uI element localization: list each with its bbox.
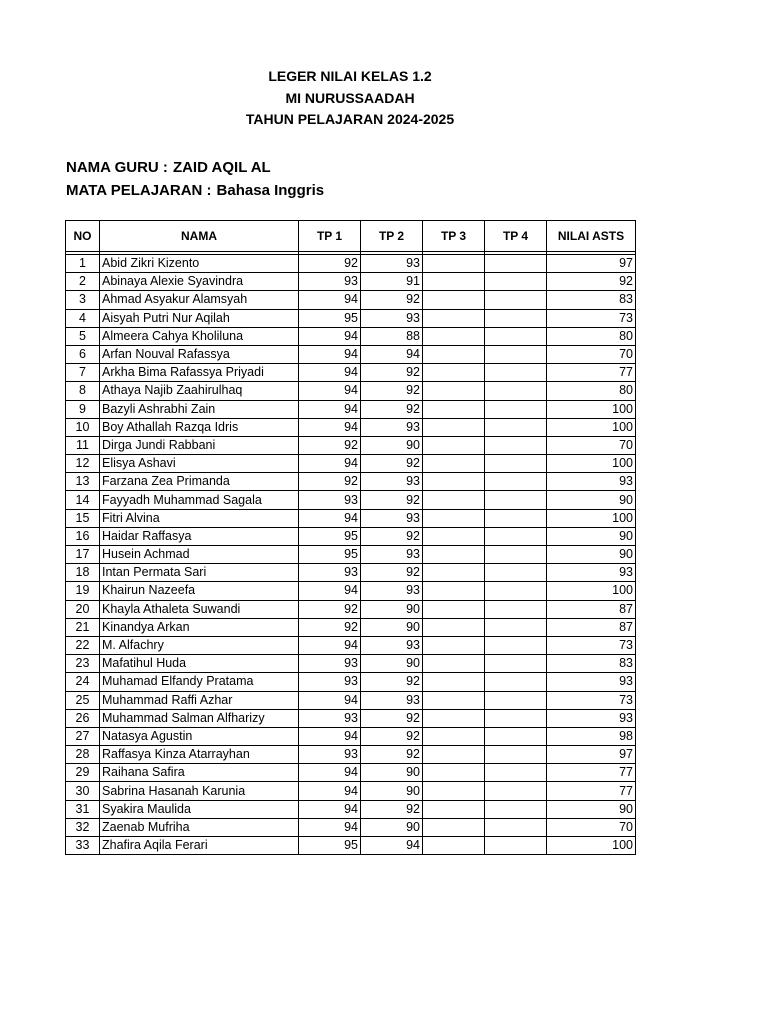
- cell-nilai-asts: 77: [547, 764, 636, 782]
- cell-no: 27: [66, 727, 100, 745]
- cell-tp4: [485, 364, 547, 382]
- subject-info: [66, 181, 325, 201]
- cell-no: 26: [66, 709, 100, 727]
- cell-nama: Khairun Nazeefa: [100, 582, 299, 600]
- cell-tp2: 92: [361, 400, 423, 418]
- cell-tp1: 92: [299, 600, 361, 618]
- cell-tp3: [423, 582, 485, 600]
- table-row: [66, 818, 636, 836]
- cell-tp4: [485, 655, 547, 673]
- cell-tp2: 93: [361, 509, 423, 527]
- title-class: LEGER NILAI KELAS 1.2: [268, 68, 432, 84]
- table-row: [66, 636, 636, 654]
- cell-tp1: 93: [299, 273, 361, 291]
- column-header-tp3: TP 3: [423, 221, 485, 252]
- cell-nama: M. Alfachry: [100, 636, 299, 654]
- cell-tp1: 94: [299, 582, 361, 600]
- cell-nama: Muhammad Raffi Azhar: [100, 691, 299, 709]
- column-header-tp1: TP 1: [299, 221, 361, 252]
- cell-tp1: 92: [299, 255, 361, 273]
- cell-tp3: [423, 491, 485, 509]
- cell-no: 8: [66, 382, 100, 400]
- cell-tp4: [485, 309, 547, 327]
- cell-tp2: 90: [361, 764, 423, 782]
- cell-no: 10: [66, 418, 100, 436]
- cell-tp2: 93: [361, 473, 423, 491]
- cell-nilai-asts: 80: [547, 382, 636, 400]
- cell-nama: Sabrina Hasanah Karunia: [100, 782, 299, 800]
- cell-tp4: [485, 473, 547, 491]
- cell-nilai-asts: 90: [547, 527, 636, 545]
- cell-nama: Bazyli Ashrabhi Zain: [100, 400, 299, 418]
- cell-nilai-asts: 100: [547, 418, 636, 436]
- table-row: [66, 709, 636, 727]
- cell-nama: Ahmad Asyakur Alamsyah: [100, 291, 299, 309]
- cell-tp4: [485, 418, 547, 436]
- cell-tp2: 91: [361, 273, 423, 291]
- cell-tp4: [485, 600, 547, 618]
- cell-nilai-asts: 70: [547, 818, 636, 836]
- teacher-label: NAMA GURU :: [66, 159, 168, 176]
- cell-tp3: [423, 655, 485, 673]
- cell-nama: Husein Achmad: [100, 546, 299, 564]
- cell-tp1: 94: [299, 509, 361, 527]
- cell-nama: Dirga Jundi Rabbani: [100, 436, 299, 454]
- cell-tp1: 94: [299, 400, 361, 418]
- cell-tp3: [423, 345, 485, 363]
- cell-tp4: [485, 673, 547, 691]
- cell-nilai-asts: 100: [547, 837, 636, 855]
- cell-nama: Abinaya Alexie Syavindra: [100, 273, 299, 291]
- cell-no: 12: [66, 455, 100, 473]
- cell-tp4: [485, 618, 547, 636]
- cell-tp3: [423, 800, 485, 818]
- cell-nilai-asts: 97: [547, 255, 636, 273]
- cell-tp1: 92: [299, 436, 361, 454]
- cell-tp2: 94: [361, 345, 423, 363]
- cell-tp1: 93: [299, 673, 361, 691]
- cell-no: 22: [66, 636, 100, 654]
- cell-nilai-asts: 90: [547, 491, 636, 509]
- cell-tp1: 95: [299, 309, 361, 327]
- cell-tp2: 93: [361, 309, 423, 327]
- cell-tp3: [423, 600, 485, 618]
- cell-tp1: 94: [299, 800, 361, 818]
- cell-no: 4: [66, 309, 100, 327]
- cell-tp3: [423, 527, 485, 545]
- cell-nama: Haidar Raffasya: [100, 527, 299, 545]
- table-row: [66, 291, 636, 309]
- table-row: [66, 473, 636, 491]
- column-header-nama: NAMA: [100, 221, 299, 252]
- cell-tp3: [423, 764, 485, 782]
- column-header-tp4: TP 4: [485, 221, 547, 252]
- cell-tp4: [485, 436, 547, 454]
- table-row: [66, 782, 636, 800]
- cell-no: 20: [66, 600, 100, 618]
- cell-nama: Syakira Maulida: [100, 800, 299, 818]
- table-row: [66, 691, 636, 709]
- cell-tp1: 94: [299, 818, 361, 836]
- cell-no: 6: [66, 345, 100, 363]
- cell-tp1: 93: [299, 746, 361, 764]
- cell-no: 2: [66, 273, 100, 291]
- cell-tp4: [485, 837, 547, 855]
- cell-tp2: 92: [361, 527, 423, 545]
- cell-nama: Arkha Bima Rafassya Priyadi: [100, 364, 299, 382]
- cell-tp2: 92: [361, 364, 423, 382]
- cell-tp3: [423, 509, 485, 527]
- cell-nama: Kinandya Arkan: [100, 618, 299, 636]
- table-row: [66, 764, 636, 782]
- cell-tp2: 90: [361, 618, 423, 636]
- cell-no: 5: [66, 327, 100, 345]
- cell-no: 14: [66, 491, 100, 509]
- cell-tp2: 90: [361, 782, 423, 800]
- cell-tp1: 94: [299, 455, 361, 473]
- cell-no: 30: [66, 782, 100, 800]
- cell-tp1: 94: [299, 291, 361, 309]
- cell-tp4: [485, 273, 547, 291]
- cell-nama: Natasya Agustin: [100, 727, 299, 745]
- cell-tp1: 95: [299, 546, 361, 564]
- cell-nama: Zhafira Aqila Ferari: [100, 837, 299, 855]
- table-row: [66, 564, 636, 582]
- cell-tp3: [423, 418, 485, 436]
- cell-tp4: [485, 546, 547, 564]
- cell-tp3: [423, 618, 485, 636]
- cell-tp3: [423, 782, 485, 800]
- cell-tp2: 92: [361, 800, 423, 818]
- cell-tp3: [423, 273, 485, 291]
- cell-nilai-asts: 90: [547, 800, 636, 818]
- cell-nilai-asts: 77: [547, 782, 636, 800]
- cell-tp1: 92: [299, 473, 361, 491]
- cell-tp1: 94: [299, 382, 361, 400]
- cell-tp3: [423, 436, 485, 454]
- cell-tp2: 93: [361, 255, 423, 273]
- cell-tp4: [485, 382, 547, 400]
- cell-tp4: [485, 327, 547, 345]
- table-row: [66, 655, 636, 673]
- cell-tp3: [423, 455, 485, 473]
- cell-tp3: [423, 400, 485, 418]
- cell-nama: Athaya Najib Zaahirulhaq: [100, 382, 299, 400]
- cell-no: 21: [66, 618, 100, 636]
- cell-tp1: 93: [299, 491, 361, 509]
- cell-tp2: 92: [361, 746, 423, 764]
- table-row: [66, 491, 636, 509]
- table-row: [66, 455, 636, 473]
- cell-no: 7: [66, 364, 100, 382]
- cell-nama: Fitri Alvina: [100, 509, 299, 527]
- table-row: [66, 727, 636, 745]
- cell-tp2: 90: [361, 655, 423, 673]
- cell-tp1: 94: [299, 691, 361, 709]
- cell-tp4: [485, 255, 547, 273]
- cell-nama: Aisyah Putri Nur Aqilah: [100, 309, 299, 327]
- cell-tp2: 90: [361, 818, 423, 836]
- cell-no: 16: [66, 527, 100, 545]
- cell-tp1: 95: [299, 837, 361, 855]
- subject-name: Bahasa Inggris: [216, 182, 325, 199]
- cell-tp4: [485, 691, 547, 709]
- cell-tp1: 93: [299, 564, 361, 582]
- cell-no: 17: [66, 546, 100, 564]
- cell-tp4: [485, 582, 547, 600]
- cell-nama: Almeera Cahya Kholiluna: [100, 327, 299, 345]
- column-header-nilai-asts: NILAI ASTS: [547, 221, 636, 252]
- cell-no: 28: [66, 746, 100, 764]
- cell-no: 25: [66, 691, 100, 709]
- cell-nama: Raffasya Kinza Atarrayhan: [100, 746, 299, 764]
- table-row: [66, 345, 636, 363]
- cell-nilai-asts: 80: [547, 327, 636, 345]
- cell-nilai-asts: 73: [547, 691, 636, 709]
- cell-tp1: 93: [299, 709, 361, 727]
- cell-tp2: 94: [361, 837, 423, 855]
- cell-tp4: [485, 509, 547, 527]
- cell-nama: Muhammad Salman Alfharizy: [100, 709, 299, 727]
- cell-tp3: [423, 327, 485, 345]
- cell-nama: Boy Athallah Razqa Idris: [100, 418, 299, 436]
- table-row: [66, 546, 636, 564]
- cell-tp3: [423, 564, 485, 582]
- cell-tp2: 92: [361, 455, 423, 473]
- cell-tp3: [423, 382, 485, 400]
- cell-tp1: 94: [299, 418, 361, 436]
- cell-nama: Khayla Athaleta Suwandi: [100, 600, 299, 618]
- teacher-name: ZAID AQIL AL: [172, 159, 271, 176]
- cell-no: 1: [66, 255, 100, 273]
- cell-tp2: 93: [361, 546, 423, 564]
- cell-tp3: [423, 309, 485, 327]
- table-row: [66, 255, 636, 273]
- cell-tp3: [423, 673, 485, 691]
- cell-nilai-asts: 83: [547, 291, 636, 309]
- table-row: [66, 800, 636, 818]
- table-row: [66, 273, 636, 291]
- cell-tp3: [423, 636, 485, 654]
- cell-tp2: 93: [361, 582, 423, 600]
- cell-no: 3: [66, 291, 100, 309]
- column-header-tp2: TP 2: [361, 221, 423, 252]
- cell-nilai-asts: 97: [547, 746, 636, 764]
- cell-nilai-asts: 73: [547, 309, 636, 327]
- table-row: [66, 618, 636, 636]
- cell-nilai-asts: 98: [547, 727, 636, 745]
- cell-no: 23: [66, 655, 100, 673]
- cell-nilai-asts: 90: [547, 546, 636, 564]
- cell-tp3: [423, 691, 485, 709]
- cell-tp4: [485, 564, 547, 582]
- cell-tp1: 95: [299, 527, 361, 545]
- cell-nama: Mafatihul Huda: [100, 655, 299, 673]
- cell-tp1: 93: [299, 655, 361, 673]
- cell-nilai-asts: 73: [547, 636, 636, 654]
- cell-nama: Farzana Zea Primanda: [100, 473, 299, 491]
- table-row: [66, 436, 636, 454]
- cell-tp1: 94: [299, 727, 361, 745]
- cell-nilai-asts: 100: [547, 509, 636, 527]
- cell-tp4: [485, 746, 547, 764]
- cell-nilai-asts: 100: [547, 400, 636, 418]
- cell-tp4: [485, 818, 547, 836]
- cell-tp2: 92: [361, 382, 423, 400]
- cell-tp2: 93: [361, 418, 423, 436]
- cell-tp1: 94: [299, 345, 361, 363]
- cell-nilai-asts: 83: [547, 655, 636, 673]
- cell-nama: Abid Zikri Kizento: [100, 255, 299, 273]
- cell-nilai-asts: 93: [547, 709, 636, 727]
- cell-tp1: 94: [299, 636, 361, 654]
- table-row: [66, 837, 636, 855]
- table-row: [66, 309, 636, 327]
- cell-tp1: 94: [299, 364, 361, 382]
- cell-tp2: 88: [361, 327, 423, 345]
- cell-no: 19: [66, 582, 100, 600]
- cell-tp2: 92: [361, 291, 423, 309]
- cell-nilai-asts: 70: [547, 345, 636, 363]
- table-row: [66, 600, 636, 618]
- cell-tp2: 92: [361, 709, 423, 727]
- cell-tp1: 94: [299, 327, 361, 345]
- cell-nilai-asts: 93: [547, 473, 636, 491]
- cell-nilai-asts: 70: [547, 436, 636, 454]
- cell-tp4: [485, 782, 547, 800]
- cell-tp4: [485, 727, 547, 745]
- table-body: [66, 252, 636, 855]
- table-row: [66, 673, 636, 691]
- cell-tp2: 92: [361, 564, 423, 582]
- table-row: [66, 582, 636, 600]
- column-header-no: NO: [66, 221, 100, 252]
- cell-tp1: 94: [299, 782, 361, 800]
- cell-nilai-asts: 100: [547, 455, 636, 473]
- cell-nilai-asts: 93: [547, 564, 636, 582]
- title-school: MI NURUSSAADAH: [285, 89, 415, 106]
- cell-tp4: [485, 800, 547, 818]
- table-row: [66, 418, 636, 436]
- cell-nama: Muhamad Elfandy Pratama: [100, 673, 299, 691]
- cell-nama: Zaenab Mufriha: [100, 818, 299, 836]
- cell-tp3: [423, 255, 485, 273]
- subject-label: MATA PELAJARAN :: [66, 182, 212, 199]
- table-row: [66, 509, 636, 527]
- table-header-row: [66, 221, 636, 252]
- cell-nilai-asts: 77: [547, 364, 636, 382]
- cell-tp3: [423, 837, 485, 855]
- cell-tp3: [423, 818, 485, 836]
- cell-tp4: [485, 455, 547, 473]
- table-row: [66, 327, 636, 345]
- cell-tp3: [423, 291, 485, 309]
- cell-tp4: [485, 709, 547, 727]
- cell-tp3: [423, 546, 485, 564]
- cell-tp4: [485, 764, 547, 782]
- cell-nilai-asts: 87: [547, 600, 636, 618]
- cell-tp3: [423, 473, 485, 491]
- table-row: [66, 382, 636, 400]
- cell-tp2: 92: [361, 673, 423, 691]
- cell-no: 15: [66, 509, 100, 527]
- cell-no: 33: [66, 837, 100, 855]
- cell-nama: Intan Permata Sari: [100, 564, 299, 582]
- cell-tp2: 90: [361, 436, 423, 454]
- cell-tp1: 94: [299, 764, 361, 782]
- cell-nama: Raihana Safira: [100, 764, 299, 782]
- cell-tp3: [423, 709, 485, 727]
- cell-nilai-asts: 87: [547, 618, 636, 636]
- cell-tp3: [423, 727, 485, 745]
- cell-tp2: 93: [361, 691, 423, 709]
- cell-nilai-asts: 100: [547, 582, 636, 600]
- teacher-info: [66, 158, 300, 178]
- cell-tp2: 92: [361, 491, 423, 509]
- cell-no: 18: [66, 564, 100, 582]
- title-academic-year: TAHUN PELAJARAN 2024-2025: [245, 111, 455, 127]
- table-row: [66, 527, 636, 545]
- cell-tp4: [485, 636, 547, 654]
- cell-nama: Arfan Nouval Rafassya: [100, 345, 299, 363]
- grades-table: [65, 220, 636, 855]
- cell-no: 9: [66, 400, 100, 418]
- table-row: [66, 400, 636, 418]
- cell-tp4: [485, 291, 547, 309]
- cell-no: 31: [66, 800, 100, 818]
- cell-nilai-asts: 92: [547, 273, 636, 291]
- cell-tp2: 93: [361, 636, 423, 654]
- cell-tp4: [485, 345, 547, 363]
- cell-tp4: [485, 527, 547, 545]
- cell-no: 24: [66, 673, 100, 691]
- cell-nilai-asts: 93: [547, 673, 636, 691]
- cell-no: 29: [66, 764, 100, 782]
- cell-tp3: [423, 746, 485, 764]
- cell-tp4: [485, 400, 547, 418]
- cell-tp2: 90: [361, 600, 423, 618]
- cell-no: 13: [66, 473, 100, 491]
- cell-no: 32: [66, 818, 100, 836]
- cell-tp1: 92: [299, 618, 361, 636]
- cell-tp4: [485, 491, 547, 509]
- document-title: [0, 66, 700, 131]
- cell-nama: Elisya Ashavi: [100, 455, 299, 473]
- cell-tp2: 92: [361, 727, 423, 745]
- cell-no: 11: [66, 436, 100, 454]
- table-row: [66, 364, 636, 382]
- cell-nama: Fayyadh Muhammad Sagala: [100, 491, 299, 509]
- cell-tp3: [423, 364, 485, 382]
- table-row: [66, 746, 636, 764]
